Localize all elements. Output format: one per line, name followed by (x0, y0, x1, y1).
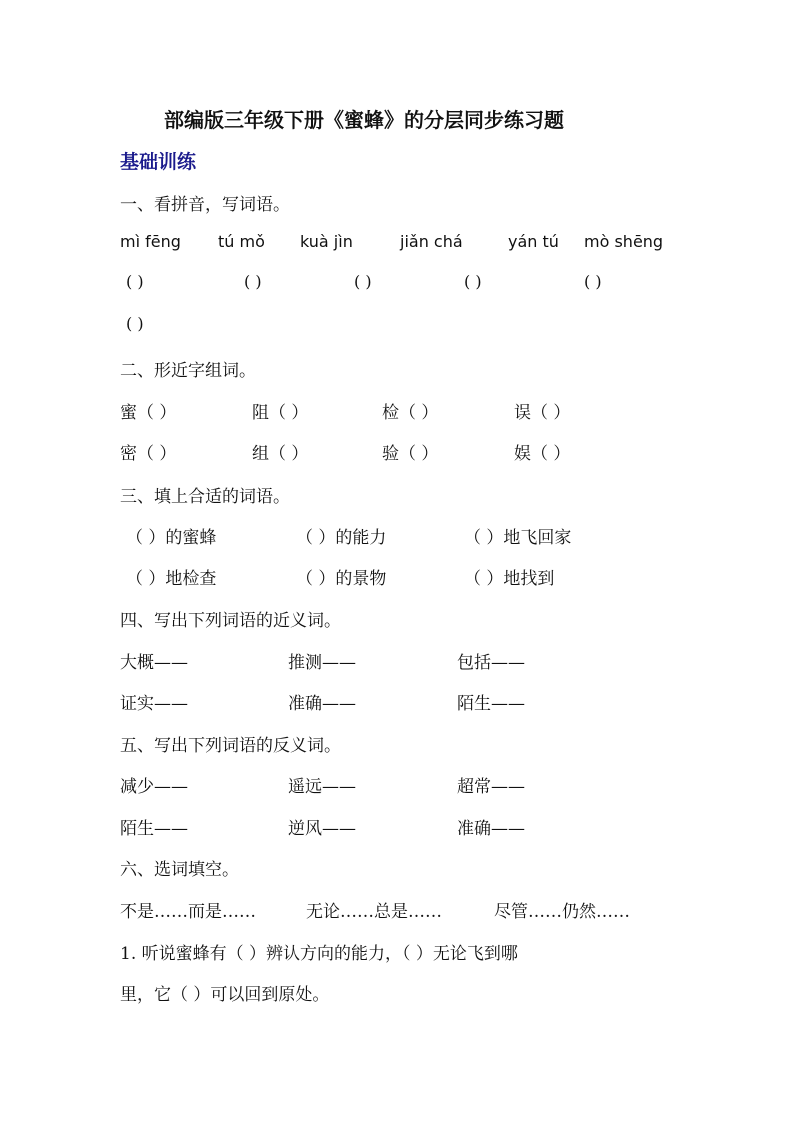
antonym-item[interactable]: 陌生—— (120, 819, 188, 839)
answer-blank[interactable]: ( ) (244, 272, 262, 291)
question-1-heading: 一、看拼音，写词语。 (120, 195, 290, 215)
pinyin-5: yán tú (508, 232, 559, 251)
word-group-item[interactable]: 误（ ） (514, 403, 571, 423)
answer-blank[interactable]: ( ) (354, 272, 372, 291)
question-5-heading: 五、写出下列词语的反义词。 (120, 736, 341, 756)
fill-item[interactable]: （ ）的能力 (296, 528, 387, 548)
antonym-item[interactable]: 准确—— (457, 819, 525, 839)
synonym-item[interactable]: 证实—— (120, 694, 188, 714)
question-6-item-1-continued[interactable]: 里，它（ ）可以回到原处。 (120, 985, 330, 1005)
page-title: 部编版三年级下册《蜜蜂》的分层同步练习题 (164, 108, 564, 132)
antonym-item[interactable]: 超常—— (457, 777, 525, 797)
word-option: 不是……而是…… (120, 902, 256, 922)
question-3-heading: 三、填上合适的词语。 (120, 487, 290, 507)
answer-blank[interactable]: ( ) (126, 314, 144, 333)
synonym-item[interactable]: 包括—— (457, 653, 525, 673)
pinyin-1: mì fēng (120, 232, 181, 251)
word-group-item[interactable]: 娱（ ） (514, 444, 571, 464)
pinyin-6: mò shēng (584, 232, 664, 251)
word-group-item[interactable]: 蜜（ ） (120, 403, 177, 423)
question-2-heading: 二、形近字组词。 (120, 361, 256, 381)
synonym-item[interactable]: 陌生—— (457, 694, 525, 714)
fill-item[interactable]: （ ）的蜜蜂 (126, 528, 217, 548)
word-option: 无论……总是…… (306, 902, 442, 922)
question-6-item-1[interactable]: 1. 听说蜜蜂有（ ）辨认方向的能力，（ ）无论飞到哪 (120, 944, 518, 964)
section-heading: 基础训练 (120, 151, 197, 173)
fill-item[interactable]: （ ）的景物 (296, 569, 387, 589)
antonym-item[interactable]: 逆风—— (288, 819, 356, 839)
fill-item[interactable]: （ ）地找到 (464, 569, 555, 589)
pinyin-2: tú mǒ (218, 232, 265, 251)
synonym-item[interactable]: 推测—— (288, 653, 356, 673)
synonym-item[interactable]: 准确—— (288, 694, 356, 714)
pinyin-4: jiǎn chá (400, 232, 463, 251)
pinyin-3: kuà jìn (300, 232, 353, 251)
answer-blank[interactable]: ( ) (464, 272, 482, 291)
fill-item[interactable]: （ ）地飞回家 (464, 528, 572, 548)
question-6-heading: 六、选词填空。 (120, 860, 239, 880)
question-4-heading: 四、写出下列词语的近义词。 (120, 611, 341, 631)
answer-blank[interactable]: ( ) (584, 272, 602, 291)
word-group-item[interactable]: 检（ ） (382, 403, 439, 423)
antonym-item[interactable]: 减少—— (120, 777, 188, 797)
word-option: 尽管……仍然…… (494, 902, 630, 922)
synonym-item[interactable]: 大概—— (120, 653, 188, 673)
word-group-item[interactable]: 验（ ） (382, 444, 439, 464)
antonym-item[interactable]: 遥远—— (288, 777, 356, 797)
word-group-item[interactable]: 组（ ） (252, 444, 309, 464)
word-group-item[interactable]: 密（ ） (120, 444, 177, 464)
word-group-item[interactable]: 阻（ ） (252, 403, 309, 423)
answer-blank[interactable]: ( ) (126, 272, 144, 291)
fill-item[interactable]: （ ）地检查 (126, 569, 217, 589)
